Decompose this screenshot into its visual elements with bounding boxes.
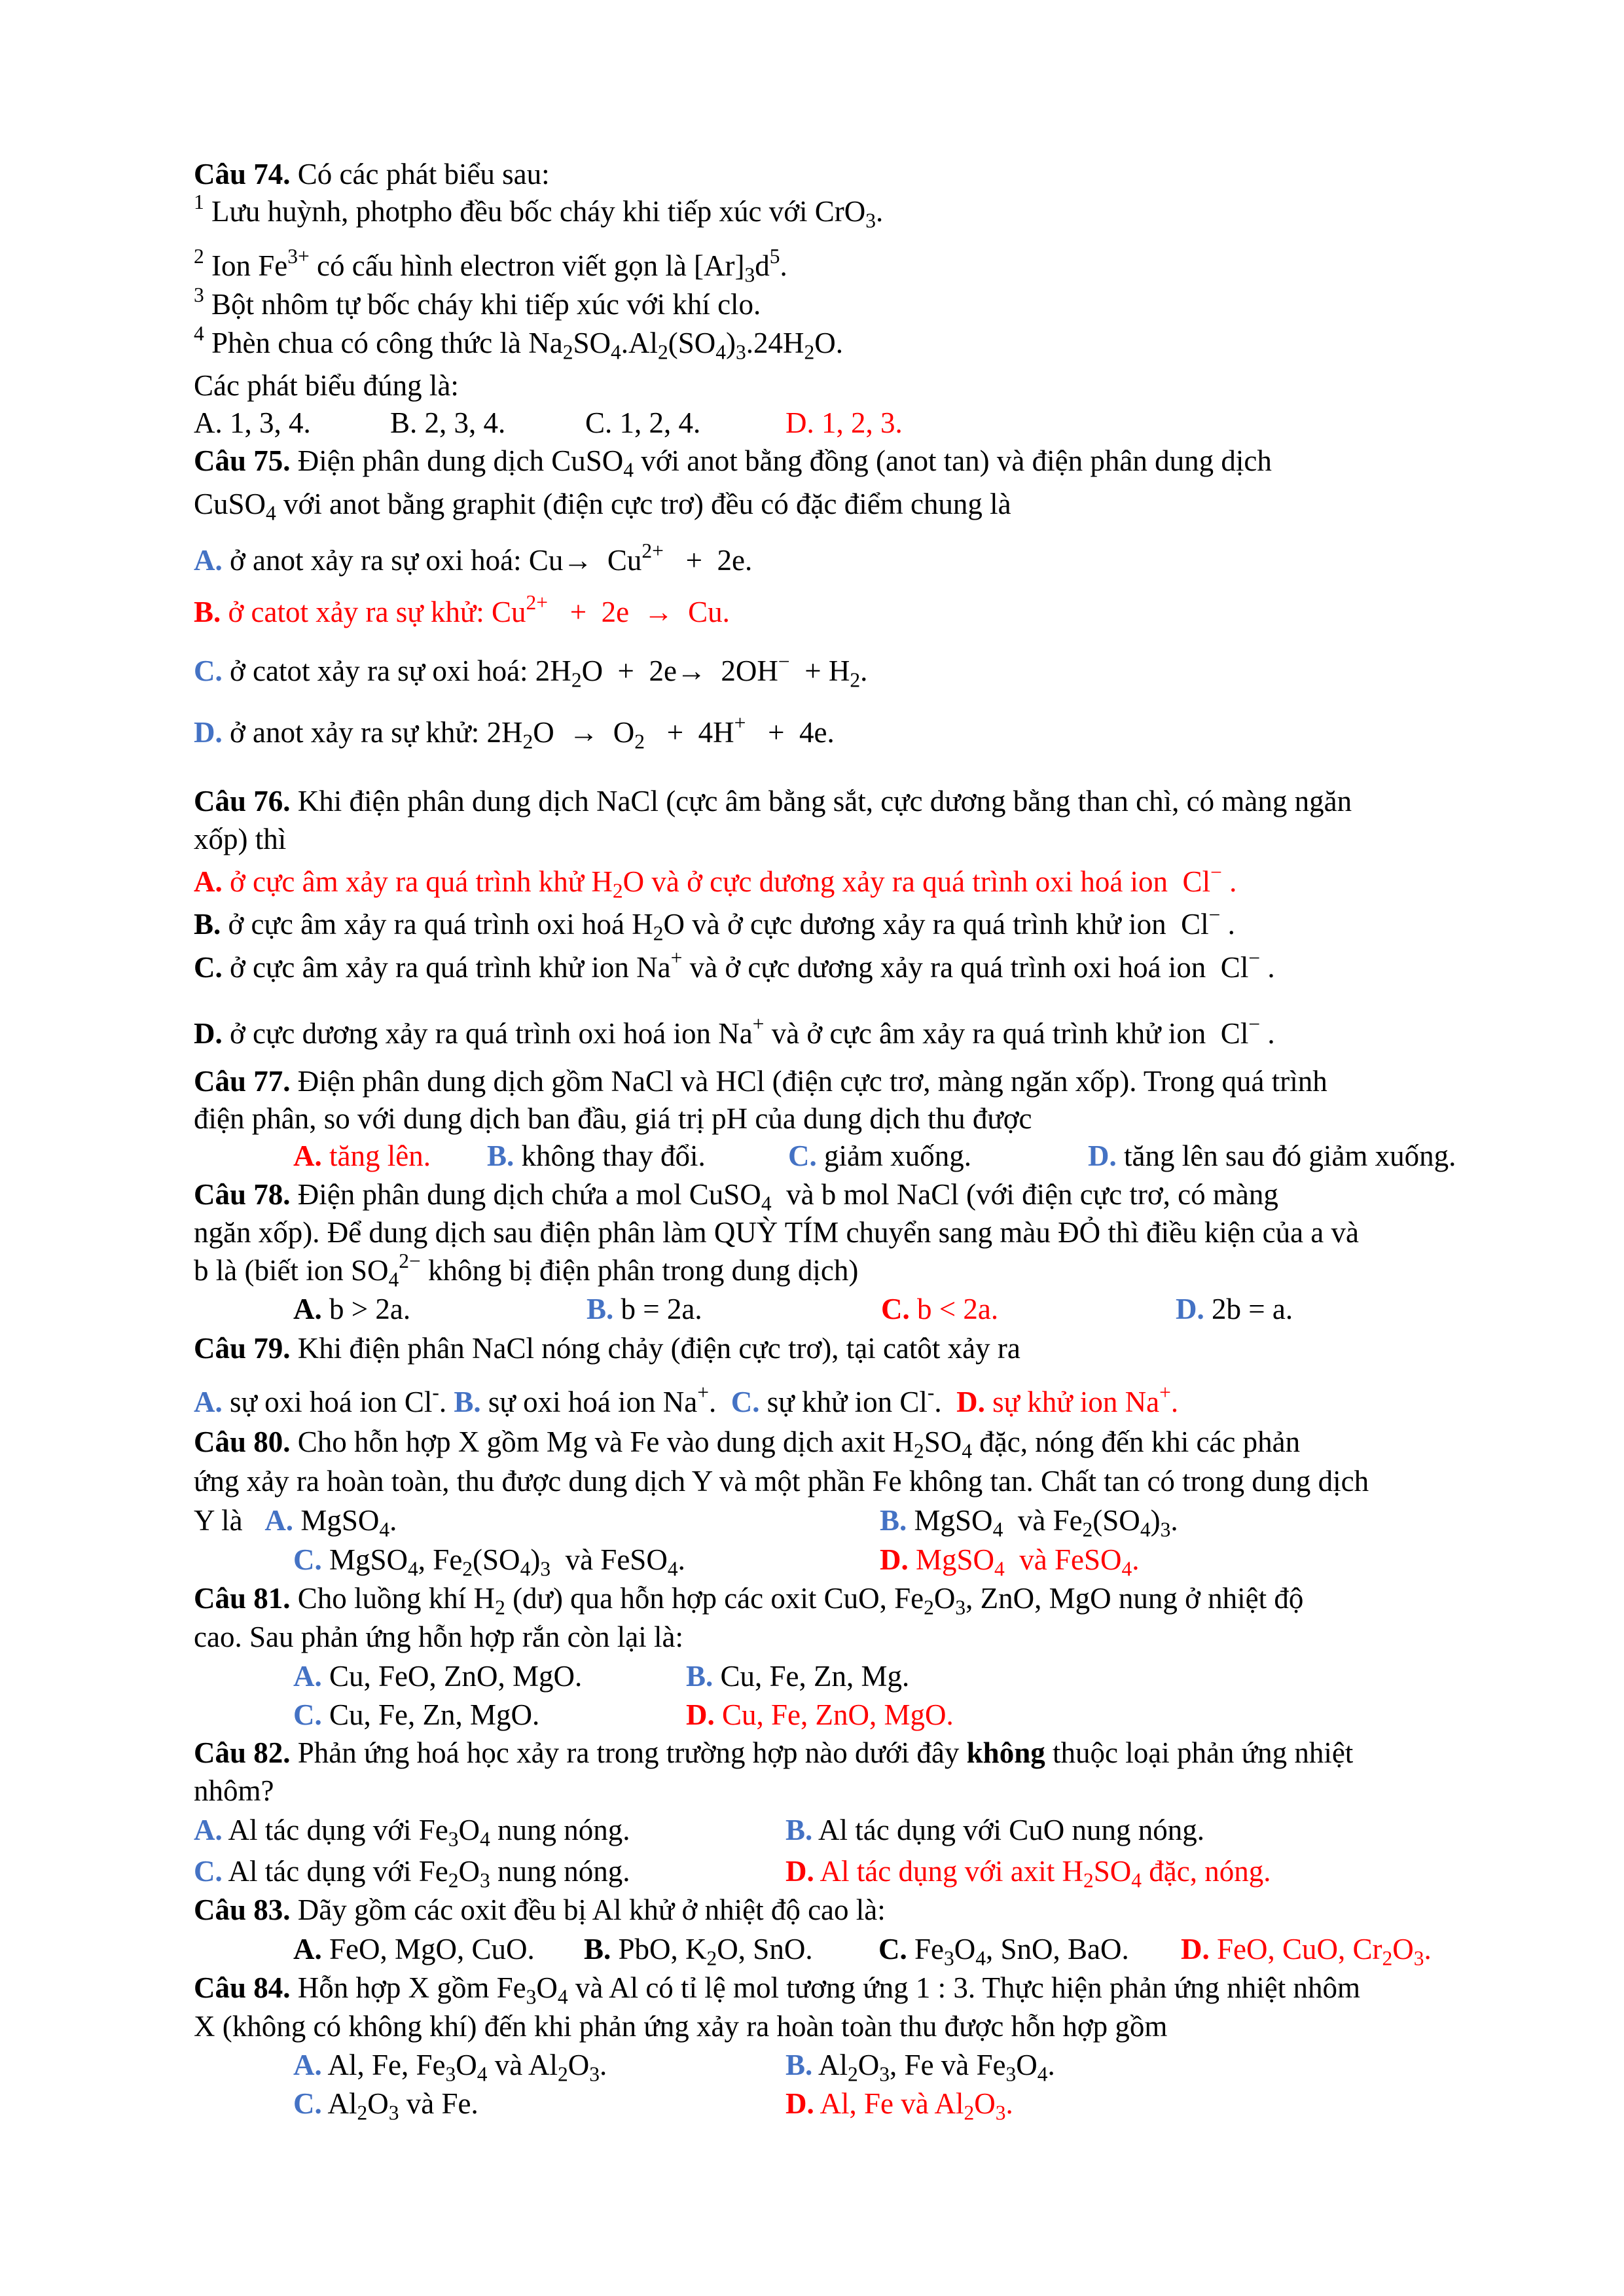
q75-option-c: C. ở catot xảy ra sự oxi hoá: $2H_2O + 2e\to 2OH^- + H_2$.	[194, 650, 868, 692]
q75-option-a: A. ở anot xảy ra sự oxi hoá: $Cu\to Cu^{2+} + 2e$.	[194, 539, 753, 577]
q76-option-a: A. ở cực âm xảy ra quá trình khử $H_2O$ và ở cực dương xảy ra quá trình oxi hoá ion Cl− .	[194, 861, 1237, 903]
question-74: Câu 74. Có các phát biểu sau:	[194, 158, 550, 190]
question-78: Câu 78. Điện phân dung dịch chứa a mol CuSO$_4$ và b mol NaCl (với điện cực trơ, có màng	[194, 1178, 1278, 1215]
q76-option-d: D. ở cực dương xảy ra quá trình oxi hoá ion Na+ và ở cực âm xảy ra quá trình khử ion Cl− .	[194, 1013, 1275, 1050]
q83-option-c: C. $Fe_3O_4$, SnO, BaO.	[878, 1933, 1129, 1970]
question-82: Câu 82. Phản ứng hoá học xảy ra trong trường hợp nào dưới đây không thuộc loại phản ứng nhiệt	[194, 1736, 1354, 1769]
q78-option-a: A. b > 2a.	[293, 1293, 411, 1325]
q77-option-d: D. tăng lên sau đó giảm xuống.	[1088, 1139, 1456, 1172]
question-76-line2: xốp) thì	[194, 823, 287, 855]
q80-option-c: C. MgSO$_4$, $Fe_2(SO_4)_3$ và FeSO$_4$.	[293, 1543, 685, 1581]
q84-option-c: C. $Al_2O_3$ và Fe.	[293, 2087, 478, 2125]
q74-option-d: D. 1, 2, 3.	[785, 406, 903, 439]
question-82-line2: nhôm?	[194, 1774, 274, 1807]
q74-option-b: B. 2, 3, 4.	[390, 406, 506, 439]
q78-option-d: D. 2b = a.	[1176, 1293, 1293, 1325]
q76-option-c: C. ở cực âm xảy ra quá trình khử ion Na+ và ở cực dương xảy ra quá trình oxi hoá ion Cl− .	[194, 946, 1275, 984]
q75-option-d: D. ở anot xảy ra sự khử: $2H_2O \to O_2 + 4H^+ + 4e$.	[194, 711, 835, 753]
q74-prompt: Các phát biểu đúng là:	[194, 369, 459, 402]
q76-option-b: B. ở cực âm xảy ra quá trình oxi hoá $H_2O$ và ở cực dương xảy ra quá trình khử ion Cl− .	[194, 903, 1235, 945]
q84-option-a: A. Al, Fe, $Fe_3O_4$ và $Al_2O_3$.	[293, 2049, 607, 2086]
q77-option-b: B. không thay đổi.	[487, 1139, 706, 1172]
q84-option-b: B. $Al_2O_3$, Fe và $Fe_3O_4$.	[785, 2049, 1055, 2086]
question-78-line2: ngăn xốp). Để dung dịch sau điện phân làm QUỲ TÍM chuyển sang màu ĐỎ thì điều kiện của a và	[194, 1216, 1359, 1249]
q74-option-c: C. 1, 2, 4.	[585, 406, 701, 439]
question-79: Câu 79. Khi điện phân NaCl nóng chảy (điện cực trơ), tại catôt xảy ra	[194, 1332, 1020, 1365]
q79-options: A. sự oxi hoá ion Cl-. B. sự oxi hoá ion Na+. C. sự khử ion Cl-. D. sự khử ion Na+.	[194, 1381, 1179, 1418]
q84-option-d: D. Al, Fe và $Al_2O_3$.	[785, 2087, 1013, 2125]
question-76: Câu 76. Khi điện phân dung dịch NaCl (cực âm bằng sắt, cực dương bằng than chì, có màng ngăn	[194, 785, 1352, 817]
q80-row1: Y là A. MgSO$_4$. B. MgSO$_4$ và $Fe_2(SO_4)_3$.	[194, 1504, 1178, 1541]
q74-statement-4: $^4$ Phèn chua có công thức là $Na_2SO_4.Al_2(SO_4)_3.24H_2O$.	[194, 322, 844, 364]
question-81: Câu 81. Cho luồng khí $H_2$ (dư) qua hỗn hợp các oxit CuO, $Fe_2O_3$, ZnO, MgO nung ở nhiệt độ	[194, 1582, 1304, 1619]
q74-statement-3: $^3$ Bột nhôm tự bốc cháy khi tiếp xúc với khí clo.	[194, 283, 761, 321]
question-80-line2: ứng xảy ra hoàn toàn, thu được dung dịch Y và một phần Fe không tan. Chất tan có trong dung dịch	[194, 1465, 1369, 1498]
q75-option-b: B. ở catot xảy ra sự khử: $Cu^{2+} + 2e \to Cu$.	[194, 591, 730, 628]
question-75: Câu 75. Điện phân dung dịch CuSO$_4$ với anot bằng đồng (anot tan) và điện phân dung dịch	[194, 444, 1272, 482]
question-77-line2: điện phân, so với dung dịch ban đầu, giá trị pH của dung dịch thu được	[194, 1102, 1032, 1135]
q82-option-c: C. Al tác dụng với $Fe_2O_3$ nung nóng.	[194, 1855, 630, 1892]
q77-option-a: A. tăng lên.	[293, 1139, 431, 1172]
q81-option-b: B. Cu, Fe, Zn, Mg.	[686, 1660, 910, 1693]
question-81-line2: cao. Sau phản ứng hỗn hợp rắn còn lại là:	[194, 1621, 683, 1653]
question-83: Câu 83. Dãy gồm các oxit đều bị Al khử ở nhiệt độ cao là:	[194, 1893, 886, 1926]
q82-option-d: D. Al tác dụng với axit $H_2SO_4$ đặc, nóng.	[785, 1855, 1271, 1892]
question-77: Câu 77. Điện phân dung dịch gồm NaCl và HCl (điện cực trơ, màng ngăn xốp). Trong quá trình	[194, 1065, 1327, 1098]
q80-option-d: D. MgSO$_4$ và FeSO$_4$.	[880, 1543, 1140, 1581]
q77-option-c: C. giảm xuống.	[788, 1139, 971, 1172]
q81-option-d: D. Cu, Fe, ZnO, MgO.	[686, 1698, 954, 1731]
question-78-line3: b là (biết ion $SO_4^{2-}$ không bị điện phân trong dung dịch)	[194, 1249, 859, 1291]
q81-option-a: A. Cu, FeO, ZnO, MgO.	[293, 1660, 583, 1693]
question-75-line2: CuSO$_4$ với anot bằng graphit (điện cực trơ) đều có đặc điểm chung là	[194, 488, 1011, 525]
question-84-line2: X (không có không khí) đến khi phản ứng xảy ra hoàn toàn thu được hỗn hợp gồm	[194, 2010, 1168, 2043]
q83-option-a: A. FeO, MgO, CuO.	[293, 1933, 535, 1965]
q82-option-a: A. Al tác dụng với $Fe_3O_4$ nung nóng.	[194, 1814, 630, 1851]
question-80: Câu 80. Cho hỗn hợp X gồm Mg và Fe vào dung dịch axit $H_2SO_4$ đặc, nóng đến khi các phản	[194, 1426, 1301, 1463]
question-84: Câu 84. Hỗn hợp X gồm $Fe_3O_4$ và Al có tỉ lệ mol tương ứng 1 : 3. Thực hiện phản ứng nhiệt nhôm	[194, 1971, 1360, 2009]
q78-option-b: B. b = 2a.	[586, 1293, 702, 1325]
q74-option-a: A. 1, 3, 4.	[194, 406, 311, 439]
q78-option-c: C. b < 2a.	[881, 1293, 999, 1325]
q82-option-b: B. Al tác dụng với CuO nung nóng.	[785, 1814, 1205, 1846]
q81-option-c: C. Cu, Fe, Zn, MgO.	[293, 1698, 540, 1731]
q83-option-d: D. FeO, CuO, $Cr_2O_3$.	[1181, 1933, 1432, 1970]
q80-option-b: B. MgSO$_4$ và $Fe_2(SO_4)_3$.	[880, 1504, 1178, 1541]
q74-statement-1: $^1$ Lưu huỳnh, photpho đều bốc cháy khi tiếp xúc với CrO$_3$.	[194, 190, 884, 232]
q83-option-b: B. PbO, $K_2O$, SnO.	[584, 1933, 813, 1970]
q74-statement-2: $^2$ Ion $Fe^{3+}$ có cấu hình electron viết gọn là $[Ar]_3d^5$.	[194, 245, 787, 287]
